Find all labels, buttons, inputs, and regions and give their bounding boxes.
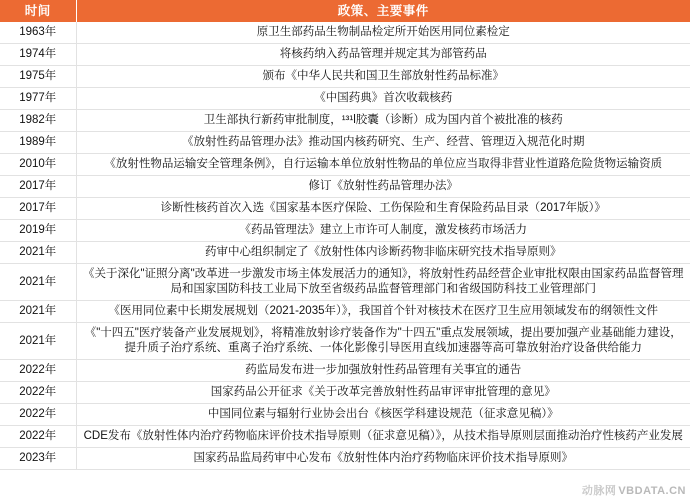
cell-event: 药监局发布进一步加强放射性药品管理有关事宜的通告 (76, 360, 690, 382)
cell-time: 2023年 (0, 448, 76, 470)
table-row (0, 301, 690, 323)
cell-time: 2021年 (0, 242, 76, 264)
cell-time: 2010年 (0, 154, 76, 176)
cell-time: 2022年 (0, 426, 76, 448)
cell-event: 药审中心组织制定了《放射性体内诊断药物非临床研究技术指导原则》 (76, 242, 690, 264)
table-row (0, 44, 690, 66)
cell-event: 国家药品公开征求《关于改革完善放射性药品审评审批管理的意见》 (76, 382, 690, 404)
cell-event: 《放射性物品运输安全管理条例》，自行运输本单位放射性物品的单位应当取得非营业性道路危险货物运输资质 (76, 154, 690, 176)
table-row (0, 264, 690, 301)
table-row (0, 426, 690, 448)
cell-event: 《药品管理法》建立上市许可人制度，激发核药市场活力 (76, 220, 690, 242)
cell-time: 2021年 (0, 301, 76, 323)
cell-time: 1974年 (0, 44, 76, 66)
table-row (0, 132, 690, 154)
cell-time: 2022年 (0, 360, 76, 382)
cell-time: 1963年 (0, 22, 76, 44)
cell-event: 中国同位素与辐射行业协会出台《核医学科建设规范（征求意见稿）》 (76, 404, 690, 426)
table-row (0, 220, 690, 242)
cell-time: 2021年 (0, 323, 76, 360)
cell-event: 修订《放射性药品管理办法》 (76, 176, 690, 198)
table-row (0, 88, 690, 110)
cell-event: 《关于深化"证照分离"改革进一步激发市场主体发展活力的通知》，将放射性药品经营企业审批权限由国家药品监督管理局和国家国防科技工业局下放至省级药品监督管理部门和省级国防科技工业管理部门 (76, 264, 690, 301)
cell-time: 2017年 (0, 176, 76, 198)
cell-time: 2019年 (0, 220, 76, 242)
cell-time: 2022年 (0, 382, 76, 404)
table-row (0, 176, 690, 198)
cell-time: 2022年 (0, 404, 76, 426)
cell-time: 1989年 (0, 132, 76, 154)
column-header-event: 政策、主要事件 (76, 0, 690, 22)
cell-event: 《放射性药品管理办法》推动国内核药研究、生产、经营、管理迈入规范化时期 (76, 132, 690, 154)
cell-event: 《"十四五"医疗装备产业发展规划》，将精准放射诊疗装备作为"十四五"重点发展领域，提出要加强产业基础能力建设，提升质子治疗系统、重离子治疗系统、一体化影像引导医用直线加速器等高可靠放射治疗设备供给能力 (76, 323, 690, 360)
table-row (0, 242, 690, 264)
column-header-time: 时间 (0, 0, 76, 22)
cell-event: 《医用同位素中长期发展规划（2021-2035年）》，我国首个针对核技术在医疗卫生应用领域发布的纲领性文件 (76, 301, 690, 323)
table-header-row (0, 0, 690, 22)
table-row (0, 404, 690, 426)
cell-event: 《中国药典》首次收载核药 (76, 88, 690, 110)
cell-time: 2017年 (0, 198, 76, 220)
cell-time: 1982年 (0, 110, 76, 132)
cell-event: 卫生部执行新药审批制度，¹³¹l胶囊（诊断）成为国内首个被批准的核药 (76, 110, 690, 132)
cell-event: CDE发布《放射性体内治疗药物临床评价技术指导原则（征求意见稿）》，从技术指导原则层面推动治疗性核药产业发展 (76, 426, 690, 448)
table-row (0, 382, 690, 404)
cell-event: 国家药品监局药审中心发布《放射性体内治疗药物临床评价技术指导原则》 (76, 448, 690, 470)
table-row (0, 154, 690, 176)
table-row (0, 66, 690, 88)
watermark (582, 482, 686, 498)
table-row (0, 110, 690, 132)
watermark-cn: 动脉网 (581, 485, 617, 497)
table-header (0, 0, 690, 22)
table-row (0, 360, 690, 382)
table-row (0, 323, 690, 360)
cell-time: 1975年 (0, 66, 76, 88)
table-row (0, 198, 690, 220)
cell-event: 诊断性核药首次入选《国家基本医疗保险、工伤保险和生育保险药品目录（2017年版）》 (76, 198, 690, 220)
table-row (0, 448, 690, 470)
cell-event: 原卫生部药品生物制品检定所开始医用同位素检定 (76, 22, 690, 44)
table-row (0, 22, 690, 44)
table-body (0, 22, 690, 470)
cell-time: 1977年 (0, 88, 76, 110)
cell-event: 将核药纳入药品管理并规定其为部管药品 (76, 44, 690, 66)
cell-event: 颁布《中华人民共和国卫生部放射性药品标准》 (76, 66, 690, 88)
cell-time: 2021年 (0, 264, 76, 301)
watermark-en: VBDATA.CN (618, 485, 686, 497)
